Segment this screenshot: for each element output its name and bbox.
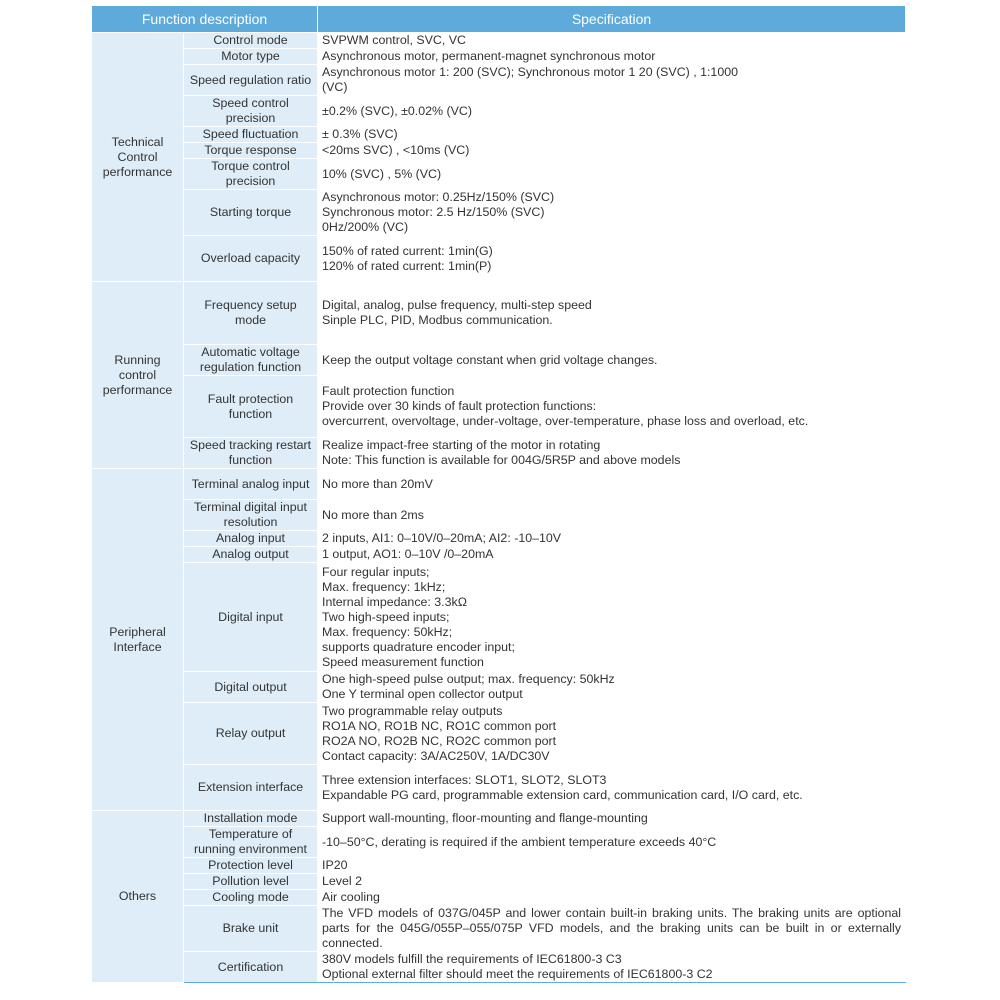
- specification-value: [318, 376, 906, 438]
- specification-line: One Y terminal open collector output: [322, 687, 523, 701]
- specification-line: Synchronous motor: 2.5 Hz/150% (SVC): [322, 205, 545, 219]
- specification-value: [318, 890, 906, 906]
- specification-value: [318, 703, 906, 765]
- specification-line: 1 output, AO1: 0–10V /0–20mA: [322, 547, 494, 561]
- table-row: [92, 672, 906, 703]
- function-name: Speed control precision: [184, 96, 318, 127]
- specification-value: [318, 96, 906, 127]
- function-name: Torque control precision: [184, 159, 318, 190]
- specification-value: [318, 438, 906, 469]
- function-name: Certification: [184, 952, 318, 983]
- table-row: [92, 500, 906, 531]
- table-header-row: [92, 6, 906, 33]
- table-row: [92, 159, 906, 190]
- specification-value: [318, 874, 906, 890]
- group-label: Technical Control performance: [92, 33, 184, 282]
- specification-line: 120% of rated current: 1min(P): [322, 258, 492, 273]
- specification-line: 2 inputs, AI1: 0–10V/0–20mA; AI2: -10–10V: [322, 531, 562, 545]
- specification-line: Fault protection function: [322, 384, 455, 398]
- specification-line: One high-speed pulse output; max. frequency: 50kHz: [322, 672, 615, 686]
- specification-line: Keep the output voltage constant when grid voltage changes.: [322, 352, 658, 367]
- specification-value: [318, 827, 906, 858]
- table-row: [92, 827, 906, 858]
- specification-line: Asynchronous motor: 0.25Hz/150% (SVC): [322, 190, 555, 204]
- specification-line: Expandable PG card, programmable extension card, communication card, I/O card, etc.: [322, 787, 803, 802]
- table-row: [92, 952, 906, 983]
- specification-line: Digital, analog, pulse frequency, multi-step speed: [322, 298, 592, 312]
- function-name: Overload capacity: [184, 236, 318, 282]
- specification-line: Max. frequency: 50kHz;: [322, 624, 453, 639]
- specification-line: RO2A NO, RO2B NC, RO2C common port: [322, 733, 557, 748]
- specification-line: Two programmable relay outputs: [322, 703, 503, 718]
- specification-line: Two high-speed inputs;: [322, 609, 450, 624]
- specification-line: SVPWM control, SVC, VC: [322, 33, 466, 47]
- specification-line: Level 2: [322, 874, 362, 888]
- function-name: Terminal analog input: [184, 469, 318, 500]
- specification-value: [318, 952, 906, 983]
- table-row: [92, 49, 906, 65]
- function-name: Terminal digital input resolution: [184, 500, 318, 531]
- specification-value: [318, 906, 906, 952]
- specification-header: Specification: [318, 6, 906, 33]
- specification-value: [318, 65, 906, 96]
- function-name: Speed fluctuation: [184, 127, 318, 143]
- table-row: [92, 890, 906, 906]
- table-row: [92, 703, 906, 765]
- specification-line: ±0.2% (SVC), ±0.02% (VC): [322, 103, 472, 118]
- specification-line: 380V models fulfill the requirements of IEC61800-3 C3: [322, 952, 622, 966]
- function-name: Cooling mode: [184, 890, 318, 906]
- function-name: Starting torque: [184, 190, 318, 236]
- specification-line: 0Hz/200% (VC): [322, 220, 409, 234]
- table-row: [92, 547, 906, 563]
- function-name: Installation mode: [184, 811, 318, 827]
- specification-value: [318, 143, 906, 159]
- specification-line: Note: This function is available for 004G/5R5P and above models: [322, 453, 681, 467]
- specification-line: -10–50°C, derating is required if the ambient temperature exceeds 40°C: [322, 834, 717, 849]
- function-name: Digital input: [184, 563, 318, 672]
- table-row: [92, 563, 906, 672]
- specification-line: Asynchronous motor 1: 200 (SVC); Synchronous motor 1 20 (SVC) , 1:1000: [322, 65, 738, 79]
- specification-value: [318, 33, 906, 49]
- table-row: [92, 345, 906, 376]
- specification-value: [318, 563, 906, 672]
- specification-value: [318, 531, 906, 547]
- function-name: Extension interface: [184, 765, 318, 811]
- specification-value: [318, 49, 906, 65]
- specification-line: IP20: [322, 858, 348, 872]
- table-row: [92, 96, 906, 127]
- specification-value: [318, 282, 906, 345]
- specification-line: overcurrent, overvoltage, under-voltage, over-temperature, phase loss and overload, etc.: [322, 414, 809, 428]
- specification-value: [318, 811, 906, 827]
- specification-value: [318, 159, 906, 190]
- specification-line: Realize impact-free starting of the motor in rotating: [322, 438, 601, 452]
- specification-line: Sinple PLC, PID, Modbus communication.: [322, 313, 553, 327]
- function-name: Speed regulation ratio: [184, 65, 318, 96]
- specification-value: [318, 236, 906, 282]
- specification-value: [318, 345, 906, 376]
- group-label: Peripheral Interface: [92, 469, 184, 811]
- function-description-header: Function description: [92, 6, 318, 33]
- table-row: [92, 531, 906, 547]
- specification-line: Contact capacity: 3A/AC250V, 1A/DC30V: [322, 748, 550, 763]
- table-row: [92, 190, 906, 236]
- specification-line: Max. frequency: 1kHz;: [322, 579, 446, 594]
- specification-line: 150% of rated current: 1min(G): [322, 243, 493, 258]
- function-name: Protection level: [184, 858, 318, 874]
- table-row: [92, 765, 906, 811]
- specification-value: [318, 672, 906, 703]
- function-name: Temperature of running environment: [184, 827, 318, 858]
- specification-value: [318, 469, 906, 500]
- function-name: Torque response: [184, 143, 318, 159]
- function-name: Motor type: [184, 49, 318, 65]
- specification-line: Support wall-mounting, floor-mounting and flange-mounting: [322, 811, 648, 825]
- specification-line: supports quadrature encoder input;: [322, 639, 515, 654]
- table-row: [92, 906, 906, 952]
- specification-line: ± 0.3% (SVC): [322, 127, 398, 141]
- table-row: [92, 282, 906, 345]
- table-row: [92, 811, 906, 827]
- table-row: [92, 33, 906, 49]
- group-label: Others: [92, 811, 184, 983]
- table-row: [92, 469, 906, 500]
- specification-line: Optional external filter should meet the requirements of IEC61800-3 C2: [322, 967, 713, 981]
- table-row: [92, 376, 906, 438]
- table-row: [92, 65, 906, 96]
- function-name: Fault protection function: [184, 376, 318, 438]
- specification-value: [318, 127, 906, 143]
- specification-line: No more than 2ms: [322, 507, 424, 522]
- function-name: Frequency setup mode: [184, 282, 318, 345]
- function-name: Automatic voltage regulation function: [184, 345, 318, 376]
- specification-value: [318, 190, 906, 236]
- specification-line: The VFD models of 037G/045P and lower contain built-in braking units. The braking units are optional parts for the 045G/055P–055/075P VFD models, and the braking units can be built in or externally connected.: [322, 906, 902, 950]
- specification-line: Provide over 30 kinds of fault protection functions:: [322, 399, 597, 413]
- specification-value: [318, 765, 906, 811]
- function-name: Relay output: [184, 703, 318, 765]
- table-row: [92, 874, 906, 890]
- table-row: [92, 127, 906, 143]
- table-row: [92, 143, 906, 159]
- table-row: [92, 858, 906, 874]
- specification-line: Internal impedance: 3.3kΩ: [322, 594, 467, 609]
- specification-line: 10% (SVC) , 5% (VC): [322, 166, 442, 181]
- specification-value: [318, 858, 906, 874]
- specification-line: RO1A NO, RO1B NC, RO1C common port: [322, 718, 557, 733]
- function-name: Digital output: [184, 672, 318, 703]
- function-name: Speed tracking restart function: [184, 438, 318, 469]
- function-name: Brake unit: [184, 906, 318, 952]
- specification-line: Air cooling: [322, 890, 380, 904]
- group-label: Running control performance: [92, 282, 184, 469]
- specification-value: [318, 500, 906, 531]
- specification-line: Four regular inputs;: [322, 564, 430, 579]
- specification-line: (VC): [322, 80, 348, 94]
- specification-line: Speed measurement function: [322, 654, 484, 669]
- specification-line: Three extension interfaces: SLOT1, SLOT2, SLOT3: [322, 772, 607, 787]
- function-name: Control mode: [184, 33, 318, 49]
- specification-value: [318, 547, 906, 563]
- specification-line: <20ms SVC) , <10ms (VC): [322, 143, 470, 157]
- function-name: Pollution level: [184, 874, 318, 890]
- table-row: [92, 236, 906, 282]
- specification-line: No more than 20mV: [322, 476, 433, 491]
- specification-line: Asynchronous motor, permanent-magnet synchronous motor: [322, 49, 656, 63]
- function-name: Analog input: [184, 531, 318, 547]
- table-row: [92, 438, 906, 469]
- specification-table: [91, 5, 906, 983]
- function-name: Analog output: [184, 547, 318, 563]
